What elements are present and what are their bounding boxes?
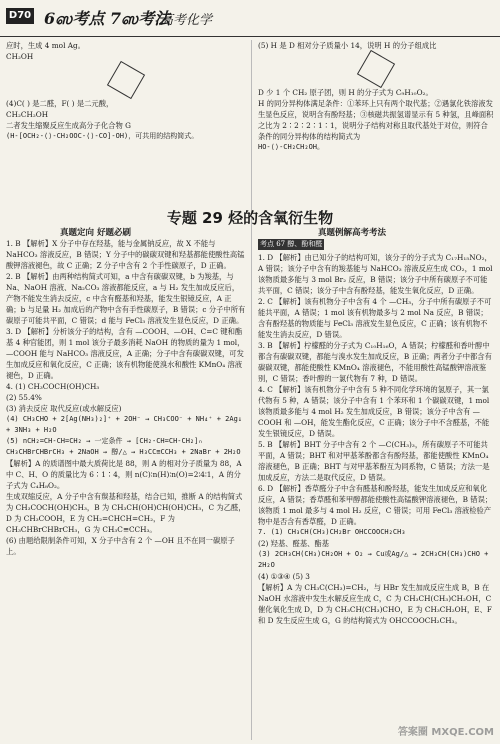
equation-line: (3) 2CH₃CH(CH₃)CH₂OH + O₂ → Cu或Ag/△ → 2CH₃CH(CH₃)CHO + 2H₂O <box>258 550 489 569</box>
equation-line: (4) CH₃CHO + 2[Ag(NH₃)₂]⁺ + 2OH⁻ → CH₃COO⁻ + NH₄⁺ + 2Ag↓ + 3NH₃ + H₂O <box>6 415 243 434</box>
text-line: (5) H 是 D 相对分子质量小 14，说明 H 的分子组成比 <box>258 41 437 50</box>
column-divider <box>251 40 252 740</box>
benzene-ring-icon <box>107 61 145 99</box>
equation-line: CH₃CHBrCHBrCH₃ + 2NaOH → 醇/△ → H₃CC≡CCH₃ + 2NaBr + 2H₂O <box>6 448 241 456</box>
text-line: 应时，生成 4 mol Ag。 <box>6 41 85 50</box>
benzene-ring-icon <box>357 50 395 88</box>
formula-line: (H-[OCH₂-⟨⟩-CH₂OOC-⟨⟩-CO]-OH)，可共用的结构简式。 <box>6 132 199 140</box>
answer-item: 【解析】A 的质谱图中最大质荷比是 88，则 A 的相对分子质量为 88，A 中 C、H、O 的质量比为 6∶1∶4，则 n(C)∶n(H)∶n(O)=2∶4∶1，A 的分子式为 C₄H₈O₂。 <box>6 459 242 490</box>
answer-item: 6. D 【解析】香草醛分子中含有醛基和酚羟基，能发生加成反应和氧化反应，A 错误；香草醛和苯甲醇都能使酸性高锰酸钾溶液褪色，B 错误；该物质 1 mol 最多与 4 mol H₂ 反应，C 错误；可用 FeCl₃ 溶液检验产物中是否含有香草醛，D 正确。 <box>258 484 493 526</box>
brand-title: 6ஸ考点 7ஸ考法 <box>44 9 171 28</box>
section-title: 专题 29 烃的含氧衍生物 <box>166 209 334 227</box>
answer-item: 2. C 【解析】该有机物分子中含有 4 个 —CH₃，分子中所有碳原子不可能共平面，A 错误；1 mol 该有机物最多与 2 mol Na 反应，B 错误；含有酚羟基的物质能与 FeCl₃ 溶液发生显色反应，C 正确；该有机物不能发生消去反应，D 错误。 <box>258 297 492 339</box>
page-number: D70 <box>6 8 34 24</box>
page-header <box>0 0 500 37</box>
left-subheading: 真题定向 好题必刷 <box>60 228 131 238</box>
answer-item: 2. B 【解析】由两种结构简式可知，a 中含有碳碳双键，b 为羧基，与 Na、NaOH 溶液、Na₂CO₃ 溶液都能反应，a 与 H₂ 发生加成反应后，产物不能发生消去反应，c 中含有醛基和羟基，能发生银镜反应，A 正确；b 与足量 H₂ 加成后的产物中含有手性碳原子，B 错误；c 分子中所有碳原子可能共平面，C 错误；d 能与 FeCl₃ 溶液发生显色反应，D 正确。 <box>6 272 246 325</box>
answer-item: 4. (1) CH₃COCH(OH)CH₃ <box>6 382 100 391</box>
right-answers-column <box>258 238 494 626</box>
answer-item: (3) 消去反应 取代反应(或水解反应) <box>6 404 122 413</box>
answer-item: (4) ①③④ (5) 3 <box>258 572 310 581</box>
watermark: 答案圈 MXQE.COM <box>397 727 494 738</box>
topic-tag: 考点 67 醇、酚和醛 <box>260 240 323 248</box>
answer-item: 1. D 【解析】由已知分子的结构可知，该分子的分子式为 C₁₇H₁₅NO₂，A 错误；该分子中含有的羧基能与 NaHCO₃ 溶液反应生成 CO₂，1 mol 该物质最多能与 3 mol Br₂ 反应，B 错误；该分子中所有碳原子不可能共平面，C 错误；该分子中含有酚羟基，能发生氧化反应，D 正确。 <box>258 253 493 295</box>
left-answers-column <box>6 238 246 557</box>
answer-item: (6) 由题给限制条件可知，X 分子中含有 2 个 —OH 且不在同一碳原子上。 <box>6 536 235 556</box>
structure-label: CH₂OH <box>6 52 34 61</box>
answer-item: 3. D 【解析】分析该分子的结构，含有 —COOH、—OH、C=C 键和酯基 4 种官能团，则 1 mol 该分子最多消耗 NaOH 的物质的量为 1 mol，—COOH 能与 NaHCO₃ 溶液反应，A 正确；分子中含有碳碳双键，可发生加成反应和氧化反应，C 正确；该有机物能使溴水和酸性 KMnO₄ 溶液褪色，D 正确。 <box>6 327 245 380</box>
structure-label: CH₂CH₂OH <box>6 110 49 119</box>
subject-title: 高考化学 <box>160 13 213 28</box>
answer-item: 【解析】A 为 CH₃C(CH₃)=CH₂，与 HBr 发生加成反应生成 B，B 在 NaOH 水溶液中发生水解反应生成 C，C 为 CH₃CH(CH₃)CH₂OH，C 催化氧化生成 D，D 为 CH₃CH(CH₃)CHO，E 为 CH₃CH₂OH，E、F 和 D 发生反应生成 G，G 的结构简式为 OHCCOOCH₂CH₃。 <box>258 583 492 625</box>
answer-item: 3. B 【解析】柠檬醛的分子式为 C₁₀H₁₆O，A 错误；柠檬醛和香叶醇中都含有碳碳双键，都能与溴水发生加成反应，B 正确；两者分子中都含有碳碳双键，都能使酸性 KMnO₄ 溶液褪色，不能用酸性高锰酸钾溶液鉴别，C 错误；香叶醇的一氯代物有 7 种，D 错误。 <box>258 341 492 383</box>
top-left-column <box>6 40 246 142</box>
text-line: 二者发生缩聚反应生成高分子化合物 G <box>6 121 131 130</box>
text-line: (4)C( ) 是二醛，F( ) 是二元酸， <box>6 99 114 108</box>
right-subheading: 真题例解高考考法 <box>318 228 387 238</box>
answer-item: 1. B 【解析】X 分子中存在羟基，能与金属钠反应，故 X 不能与 NaHCO₃ 溶液反应，B 错误；Y 分子中的碳碳双键和羟基都能使酸性高锰酸钾溶液褪色，故 C 正确；Z 分子中含有 2 个手性碳原子，D 正确。 <box>6 239 245 270</box>
answer-item: (2) 55.4% <box>6 393 42 402</box>
equation-line: (5) nCH₂=CH-CH=CH₂ → 一定条件 → [CH₂-CH=CH-CH₂]ₙ <box>6 437 203 445</box>
answer-item: (2) 羟基、醛基、酯基 <box>258 539 330 548</box>
text-line: D 少 1 个 CH₂ 原子团，则 H 的分子式为 C₉H₁₀O₂。 <box>258 88 433 97</box>
text-line: H 的同分异构体满足条件：①苯环上只有两个取代基；②遇氯化铁溶液发生显色反应，说明含有酚羟基；③核磁共振氢谱显示有 5 种氢，且峰面积之比为 2∶2∶2∶1∶1，说明分子结构对称且取代基处于对位，则符合条件的同分异构体的结构简式为 <box>258 99 494 141</box>
answer-item: 4. C 【解析】该有机物分子中含有 5 种不同化学环境的氢原子，其一氯代物有 5 种，A 错误；该分子中含有 1 个苯环和 1 个碳碳双键，1 mol 该物质最多能与 4 mol H₂ 发生加成反应，B 错误；该分子中含有 —COOH 和 —OH，能发生酯化反应，C 正确；该分子中不含醛基，不能发生银镜反应，D 错误。 <box>258 385 490 438</box>
answer-item: 生成双缩反应，A 分子中含有羰基和羟基，结合已知，推断 A 的结构简式为 CH₃COCH(OH)CH₃，B 为 CH₃CH(OH)CH(OH)CH₃，C 为乙醛，D 为 CH₃COOH，E 为 CH₂=CHCH=CH₂，F 为 CH₃CHBrCHBrCH₃，G 为 CH₃C≡CCH₃。 <box>6 492 246 534</box>
answer-item: 5. B 【解析】BHT 分子中含有 2 个 —C(CH₃)₃，所有碳原子不可能共平面，A 错误；BHT 和对甲基苯酚都含有酚羟基，都能使酸性 KMnO₄ 溶液褪色，B 正确；BHT 与对甲基苯酚互为同系物，C 错误；方法一是加成反应，方法二是取代反应，D 错误。 <box>258 440 490 482</box>
top-right-column <box>258 40 494 153</box>
formula-line: HO-⟨⟩-CH₂CH₂OH。 <box>258 143 325 151</box>
equation-line: 7. (1) CH₃CH(CH₃)CH₂Br OHCCOOCH₂CH₃ <box>258 528 406 536</box>
